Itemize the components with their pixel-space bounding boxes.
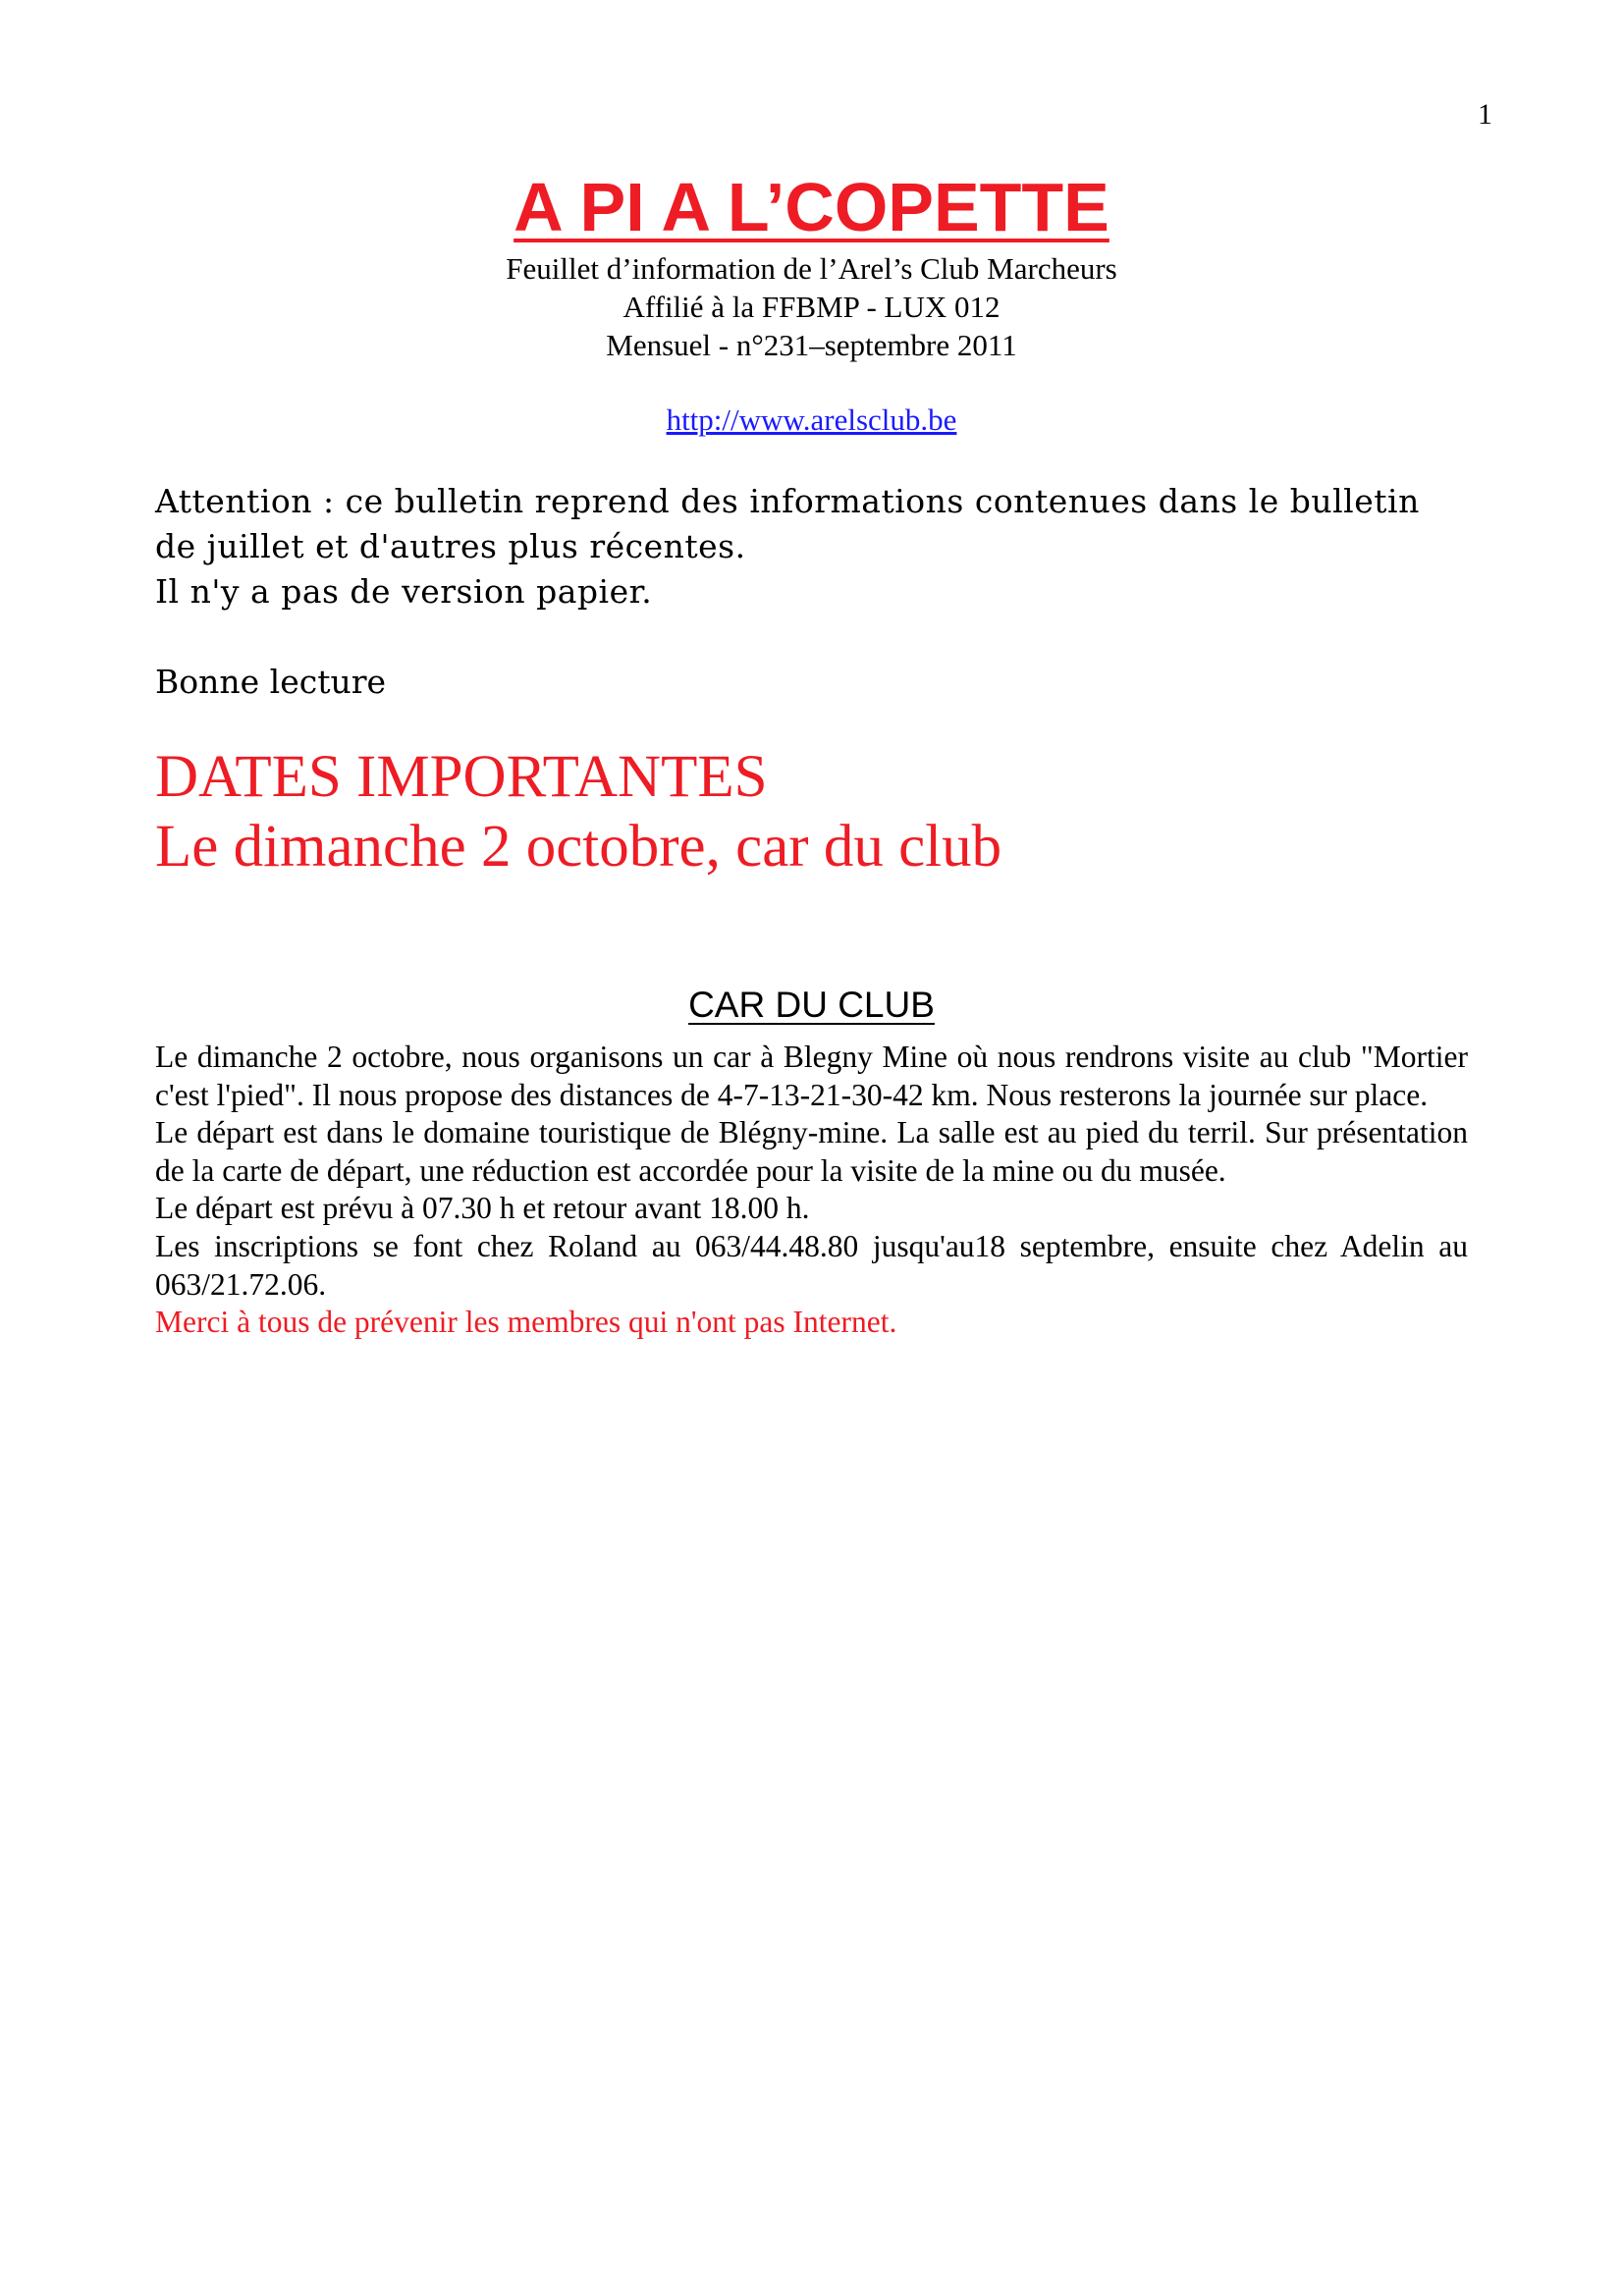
important-dates-heading: DATES IMPORTANTES [155,744,768,810]
greeting: Bonne lecture [155,663,387,701]
important-dates [155,742,1471,881]
masthead [155,165,1468,439]
section-heading [155,985,1468,1026]
website-link[interactable]: http://www.arelsclub.be [666,402,957,437]
article-body [155,1039,1468,1342]
page-number: 1 [1478,98,1492,131]
section-heading-text: CAR DU CLUB [688,985,935,1025]
newsletter-title: A PI A L’COPETTE [514,169,1109,245]
important-date-item: Le dimanche 2 octobre, car du club [155,814,1002,880]
notice-block [155,479,1471,614]
article-paragraph: Le dimanche 2 octobre, nous organisons un car à Blegny Mine où nous rendrons visite au club "Mortier c'est l'pied". Il nous propose des distances de 4-7-13-21-30-42 km. Nous resterons la journée sur place. [155,1040,1468,1112]
masthead-affiliation-line: Affilié à la FFBMP - LUX 012 [622,290,1001,324]
article-closing-note: Merci à tous de prévenir les membres qui n'ont pas Internet. [155,1305,897,1340]
notice-paragraph: Attention : ce bulletin reprend des informations contenues dans le bulletin de juillet et d'autres plus récentes. [155,482,1420,565]
masthead-issue-line: Mensuel - n°231–septembre 2011 [606,328,1017,362]
notice-line: Il n'y a pas de version papier. [155,572,653,611]
article-paragraph: Le départ est dans le domaine touristique de Blégny-mine. La salle est au pied du terril. Sur présentation de la carte de départ, une réduction est accordée pour la visite de la mine ou du musée. [155,1115,1468,1188]
masthead-subtitle-line: Feuillet d’information de l’Arel’s Club Marcheurs [506,251,1117,286]
article-paragraph: Les inscriptions se font chez Roland au 063/44.48.80 jusqu'au18 septembre, ensuite chez Adelin au 063/21.72.06. [155,1228,1468,1302]
article-paragraph: Le départ est prévu à 07.30 h et retour avant 18.00 h. [155,1191,810,1226]
